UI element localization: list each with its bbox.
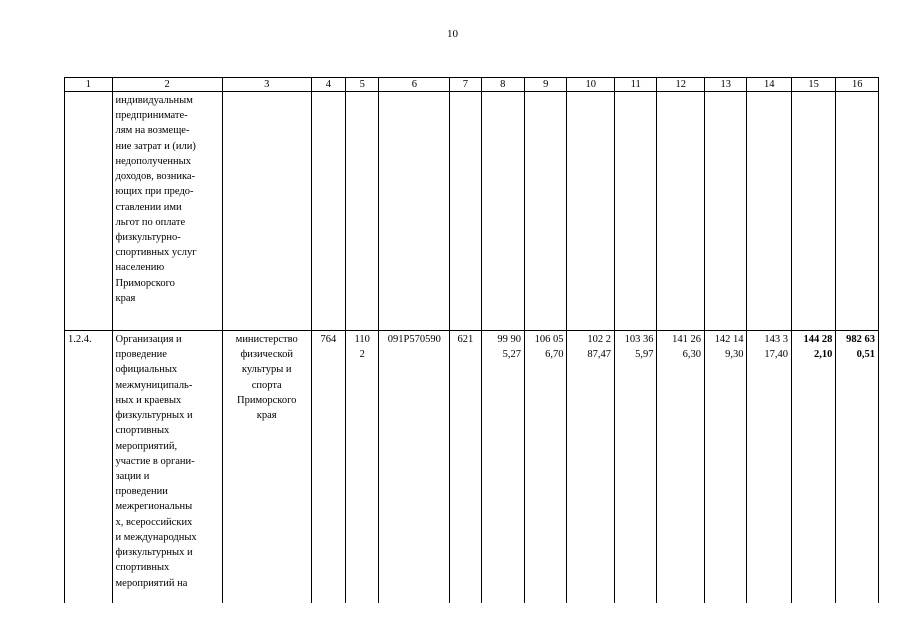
header-cell: 7: [450, 78, 481, 92]
header-cell: 1: [65, 78, 113, 92]
header-cell: 2: [112, 78, 222, 92]
header-cell: 3: [222, 78, 311, 92]
table-cell: [657, 92, 705, 331]
table-header-row: [65, 78, 879, 92]
amount-cell: 143 3 17,40: [747, 331, 791, 603]
table-cell: [346, 92, 379, 331]
header-cell: 10: [567, 78, 615, 92]
description-cell: Организация и проведение официальных межмуниципаль- ных и краевых физкультурных и спортивных мероприятий, участие в органи- зации и проведении межрегиональны х, всероссийских и международных физкультурных и спортивных мероприятий на: [112, 331, 222, 603]
table-cell: [567, 92, 615, 331]
table-cell: [379, 92, 450, 331]
table-cell: [481, 92, 524, 331]
header-cell: 5: [346, 78, 379, 92]
table-cell: [615, 92, 657, 331]
code-cell: 621: [450, 331, 481, 603]
table-row: [65, 331, 879, 603]
header-cell: 16: [836, 78, 879, 92]
header-cell: 4: [311, 78, 345, 92]
row-number-cell: 1.2.4.: [65, 331, 113, 603]
header-cell: 9: [525, 78, 567, 92]
table-cell: [450, 92, 481, 331]
responsible-cell: министерство физической культуры и спорта Приморского края: [222, 331, 311, 603]
amount-cell: 103 36 5,97: [615, 331, 657, 603]
table-cell: [791, 92, 835, 331]
header-cell: 6: [379, 78, 450, 92]
table-row: [65, 92, 879, 331]
header-cell: 11: [615, 78, 657, 92]
table-cell: [836, 92, 879, 331]
amount-cell: 106 05 6,70: [525, 331, 567, 603]
description-cell: индивидуальным предпринимате- лям на возмеще- ние затрат и (или) недополученных доходов, возника- ющих при предо- ставлении ими льгот по оплате физкультурно- спортивных услуг населению Приморского края: [112, 92, 222, 331]
total-amount-cell: 982 63 0,51: [836, 331, 879, 603]
code-cell: 110 2: [346, 331, 379, 603]
row-number-cell: [65, 92, 113, 331]
table-cell: [311, 92, 345, 331]
header-cell: 15: [791, 78, 835, 92]
code-cell: 091P570590: [379, 331, 450, 603]
code-cell: 764: [311, 331, 345, 603]
table-cell: [747, 92, 791, 331]
header-cell: 14: [747, 78, 791, 92]
amount-cell: 99 90 5,27: [481, 331, 524, 603]
table-cell: [525, 92, 567, 331]
table-cell: [704, 92, 746, 331]
responsible-cell: [222, 92, 311, 331]
amount-cell: 141 26 6,30: [657, 331, 705, 603]
amount-cell: 102 2 87,47: [567, 331, 615, 603]
page-number: 10: [447, 28, 458, 40]
header-cell: 12: [657, 78, 705, 92]
header-cell: 8: [481, 78, 524, 92]
amount-cell: 144 28 2,10: [791, 331, 835, 603]
budget-table: [64, 77, 879, 603]
amount-cell: 142 14 9,30: [704, 331, 746, 603]
header-cell: 13: [704, 78, 746, 92]
